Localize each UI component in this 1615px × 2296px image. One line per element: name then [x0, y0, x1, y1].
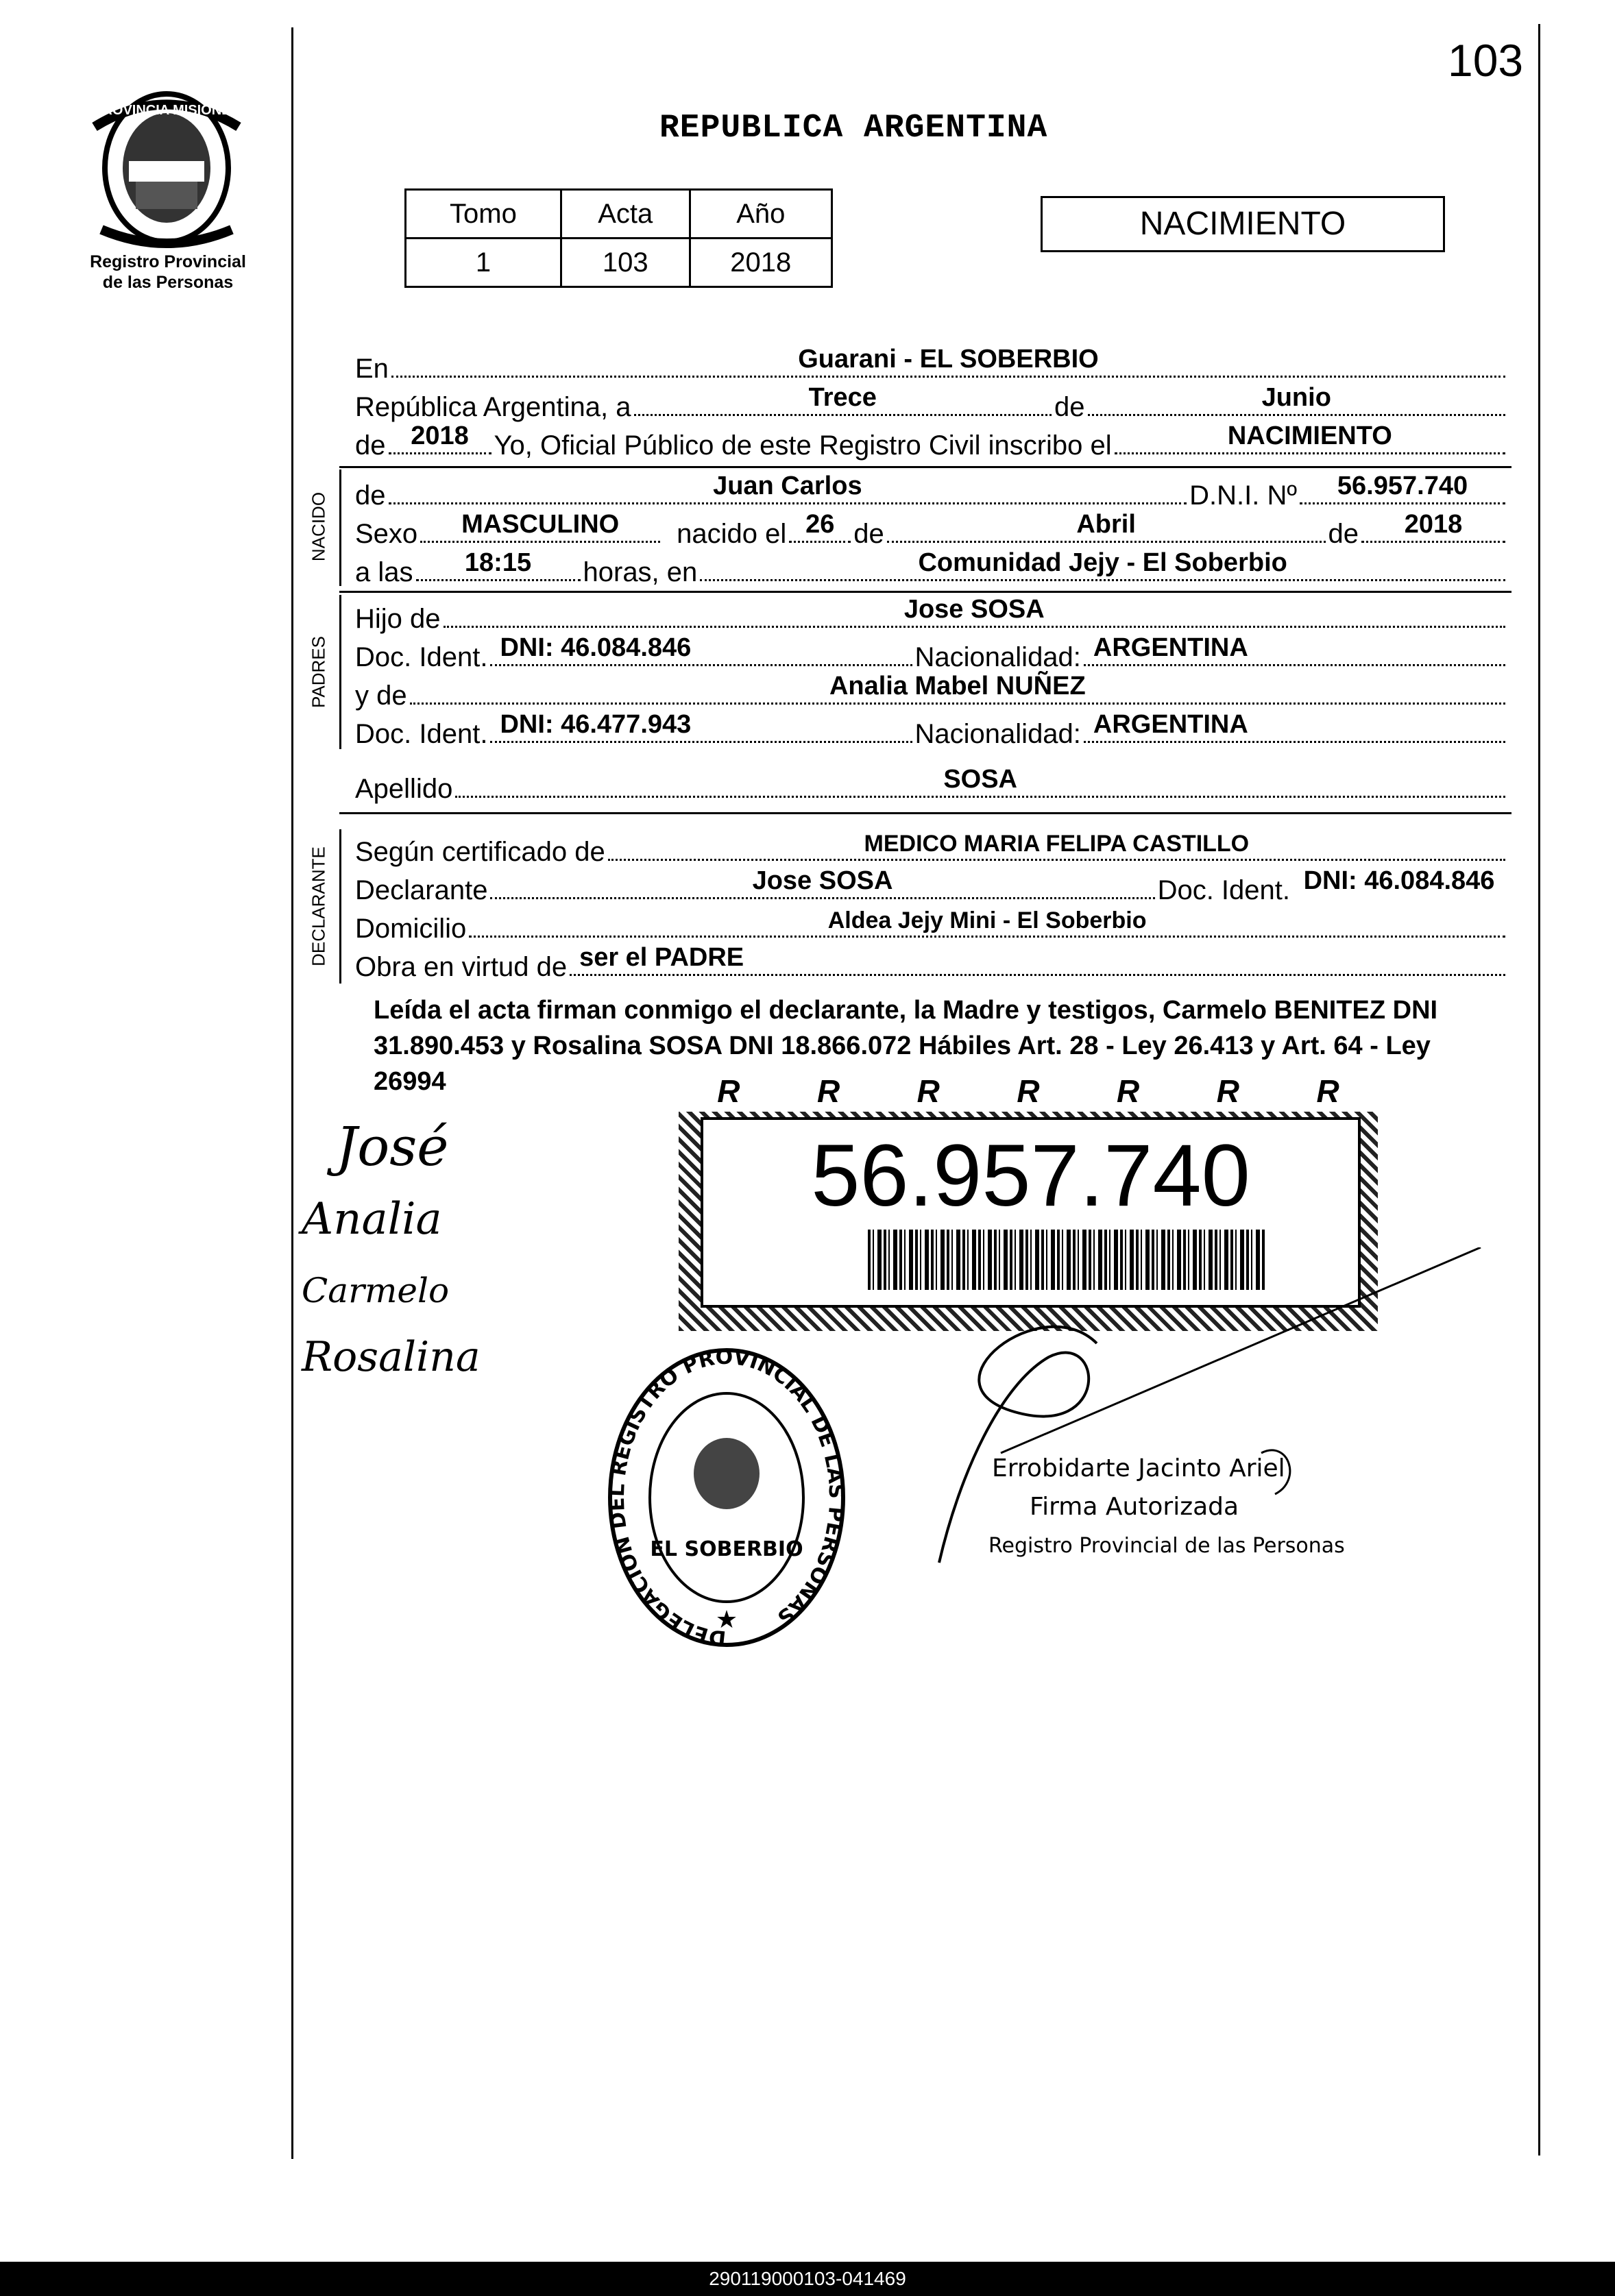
dni-stamp-letter-strip — [679, 1071, 1378, 1112]
month-value: Junio — [1261, 383, 1331, 412]
row-inscribo — [355, 423, 1508, 461]
inscribo-value: NACIMIENTO — [1227, 422, 1392, 450]
nacido-de-label: de — [355, 480, 386, 511]
registry-seal — [603, 1343, 850, 1659]
birth-place: Comunidad Jejy - El Soberbio — [918, 548, 1287, 577]
dni-stamp-number: 56.957.740 — [811, 1127, 1250, 1225]
father-name: Jose SOSA — [903, 595, 1045, 624]
stamp-letter: R — [1117, 1073, 1140, 1109]
row-nacido-name — [355, 473, 1508, 511]
declarante-bracket — [339, 829, 341, 984]
father-nationality: ARGENTINA — [1093, 633, 1248, 662]
birth-hour: 18:15 — [464, 548, 532, 577]
mother-doc: DNI: 46.477.943 — [500, 710, 692, 739]
header-ano: Año — [690, 190, 831, 239]
official-name: Errobidarte Jacinto Ariel — [992, 1454, 1285, 1482]
obra-label: Obra en virtud de — [355, 952, 568, 982]
birth-year: 2018 — [1404, 510, 1463, 539]
declarante-doc: DNI: 46.084.846 — [1303, 866, 1495, 895]
nacido-dni: 56.957.740 — [1337, 472, 1468, 500]
rule-2 — [339, 591, 1511, 593]
seal-star-icon: ★ — [715, 1605, 738, 1633]
row-hora — [355, 550, 1508, 588]
horas-label: horas, en — [583, 557, 698, 587]
obra-value: ser el PADRE — [579, 943, 744, 972]
stamp-letter: R — [1216, 1073, 1239, 1109]
record-table — [404, 188, 833, 288]
en-label: En — [355, 354, 389, 384]
hijo-label: Hijo de — [355, 604, 441, 634]
logo-caption-line1: Registro Provincial — [90, 252, 246, 271]
document-title: REPUBLICA ARGENTINA — [659, 110, 1048, 147]
row-apellido — [355, 766, 1508, 805]
sexo-label: Sexo — [355, 519, 418, 549]
domicilio-value: Aldea Jejy Mini - El Soberbio — [827, 907, 1147, 933]
apellido-value: SOSA — [943, 765, 1018, 794]
row-en — [355, 346, 1508, 384]
de-label: de — [1054, 392, 1085, 422]
father-doc: DNI: 46.084.846 — [500, 633, 692, 662]
father-doc-label: Doc. Ident. — [355, 642, 488, 672]
certificado-label: Según certificado de — [355, 837, 605, 867]
logo-caption-line2: de las Personas — [102, 273, 234, 292]
right-margin-line — [1538, 24, 1540, 2155]
official-signature-scribble — [877, 1247, 1494, 1631]
value-acta: 103 — [561, 239, 690, 287]
padres-section-label: PADRES — [308, 636, 329, 708]
row-mother — [355, 673, 1508, 711]
declarante-doc-label: Doc. Ident. — [1157, 875, 1290, 905]
padres-bracket — [339, 595, 341, 749]
declarante-label: Declarante — [355, 875, 488, 905]
value-ano: 2018 — [690, 239, 831, 287]
signature-analia: Analia — [302, 1194, 442, 1245]
footer-code: 290119000103-041469 — [0, 2262, 1615, 2296]
republica-label: República Argentina, a — [355, 392, 631, 422]
alas-label: a las — [355, 557, 413, 587]
rule-1 — [339, 466, 1511, 468]
birth-de-label: de — [853, 519, 884, 549]
official-office: Registro Provincial de las Personas — [988, 1534, 1345, 1558]
nacido-bracket — [339, 469, 341, 586]
rule-3 — [339, 812, 1511, 814]
year-value: 2018 — [411, 422, 469, 450]
mother-name: Analia Mabel NUÑEZ — [829, 672, 1086, 700]
nacido-section-label: NACIDO — [308, 491, 329, 562]
row-certificado — [355, 829, 1508, 868]
logo-text: PROVINCIA MISIONES — [93, 103, 240, 118]
row-mother-doc — [355, 711, 1508, 750]
birth-day: 26 — [805, 510, 835, 539]
declarante-name: Jose SOSA — [752, 866, 893, 895]
row-domicilio — [355, 906, 1508, 944]
mother-doc-label: Doc. Ident. — [355, 719, 488, 749]
domicilio-label: Domicilio — [355, 914, 467, 944]
declarante-section-label: DECLARANTE — [308, 846, 329, 966]
apellido-label: Apellido — [355, 774, 453, 804]
mother-nat-label: Nacionalidad: — [914, 719, 1081, 749]
value-tomo: 1 — [406, 239, 561, 287]
left-margin-line — [291, 27, 293, 2159]
stamp-letter: R — [1017, 1073, 1040, 1109]
seal-center-text: EL SOBERBIO — [650, 1537, 803, 1561]
row-obra — [355, 944, 1508, 983]
father-nat-label: Nacionalidad: — [914, 642, 1081, 672]
nacido-el-label: nacido el — [677, 519, 787, 549]
sexo-value: MASCULINO — [461, 510, 620, 539]
inscribo-label: Yo, Oficial Público de este Registro Civil inscribo el — [494, 430, 1112, 461]
stamp-letter: R — [717, 1073, 740, 1109]
signature-jose: José — [336, 1116, 449, 1178]
header-tomo: Tomo — [406, 190, 561, 239]
en-value: Guarani - EL SOBERBIO — [798, 345, 1099, 374]
nacido-name: Juan Carlos — [713, 472, 862, 500]
seal-ring-text: DELEGACION DEL REGISTRO PROVINCIAL DE LAS PERSONAS — [605, 1345, 849, 1650]
birth-month: Abril — [1076, 510, 1136, 539]
stamp-letter: R — [1316, 1073, 1339, 1109]
official-role: Firma Autorizada — [1030, 1493, 1239, 1521]
day-value: Trece — [808, 383, 877, 412]
record-type-box: NACIMIENTO — [1041, 196, 1445, 252]
year-prefix-label: de — [355, 430, 386, 461]
signatures-handwritten — [295, 1097, 521, 1398]
stamp-letter: R — [916, 1073, 940, 1109]
signature-statement: Leída el acta firman conmigo el declarante, la Madre y testigos, Carmelo BENITEZ DNI 31.890.453 y Rosalina SOSA DNI 18.866.072 Hábiles Art. 28 - Ley 26.413 y Art. 64 - Ley 26994 — [374, 996, 1438, 1096]
row-republica — [355, 384, 1508, 423]
yde-label: y de — [355, 681, 407, 711]
dni-label: D.N.I. Nº — [1189, 480, 1297, 511]
stamp-letter: R — [816, 1073, 840, 1109]
mother-nationality: ARGENTINA — [1093, 710, 1248, 739]
page-number: 103 — [1448, 35, 1524, 86]
row-father-doc — [355, 635, 1508, 673]
signature-carmelo: Carmelo — [302, 1271, 450, 1310]
certificado-value: MEDICO MARIA FELIPA CASTILLO — [864, 831, 1250, 857]
header-acta: Acta — [561, 190, 690, 239]
row-declarante — [355, 868, 1508, 906]
province-logo — [88, 86, 245, 250]
birth-de-label-2: de — [1328, 519, 1359, 549]
row-hijo — [355, 596, 1508, 635]
signature-rosalina: Rosalina — [302, 1333, 481, 1381]
row-sexo — [355, 511, 1508, 550]
